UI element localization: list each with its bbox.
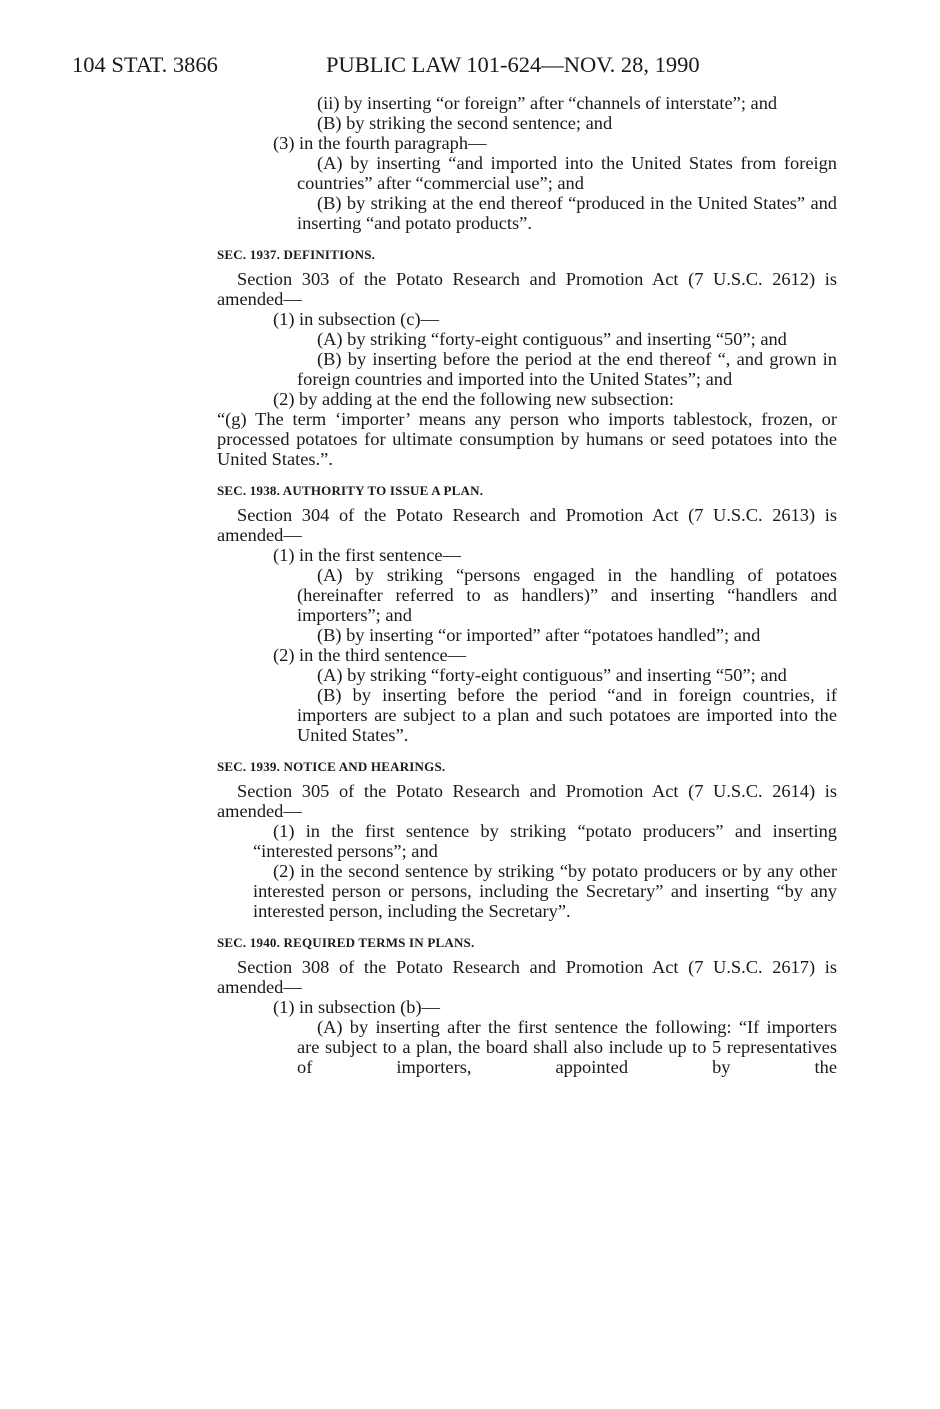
paragraph-1-first-sentence: (1) in the first sentence— [273, 545, 461, 565]
document-body [217, 93, 837, 1077]
clause-b-potato-products: (B) by striking at the end thereof “produced in the United States” and inserting “and potato products”. [297, 193, 837, 233]
subsection-g-importer: “(g) The term ‘importer’ means any person who imports tablestock, frozen, or processed potatoes for ultimate consumption by humans or seed potatoes into the United States.”. [217, 409, 837, 469]
paragraph-3-fourth: (3) in the fourth paragraph— [273, 133, 487, 153]
paragraph-2-new-subsection: (2) by adding at the end the following new subsection: [273, 389, 674, 409]
section-heading-1939: SEC. 1939. NOTICE AND HEARINGS. [217, 759, 446, 774]
clause-a-imported: (A) by inserting “and imported into the United States from foreign countries” after “commercial use”; and [297, 153, 837, 193]
clause-a-fifty-2: (A) by striking “forty-eight contiguous” and inserting “50”; and [317, 665, 787, 685]
section-1939-intro: Section 305 of the Potato Research and Promotion Act (7 U.S.C. 2614) is amended— [217, 781, 837, 821]
paragraph-2-third-sentence: (2) in the third sentence— [273, 645, 467, 665]
section-heading-1937: SEC. 1937. DEFINITIONS. [217, 247, 376, 262]
paragraph-1-subsection-b: (1) in subsection (b)— [273, 997, 441, 1017]
clause-a-handlers-importers: (A) by striking “persons engaged in the handling of potatoes (hereinafter referred to as handlers)” and inserting “handlers and importers”; and [297, 565, 837, 625]
clause-b-strike-second: (B) by striking the second sentence; and [317, 113, 613, 133]
paragraph-2-secretary: (2) in the second sentence by striking “by potato producers or by any other interested person or persons, including the Secretary” and inserting “by any interested person, including the Secretary”. [253, 861, 837, 921]
clause-b-foreign-grown: (B) by inserting before the period at the end thereof “, and grown in foreign countries and imported into the United States”; and [297, 349, 837, 389]
section-1938-intro: Section 304 of the Potato Research and Promotion Act (7 U.S.C. 2613) is amended— [217, 505, 837, 545]
clause-a-fifty: (A) by striking “forty-eight contiguous” and inserting “50”; and [317, 329, 787, 349]
section-heading-1940: SEC. 1940. REQUIRED TERMS IN PLANS. [217, 935, 475, 950]
clause-b-or-imported: (B) by inserting “or imported” after “potatoes handled”; and [317, 625, 761, 645]
clause-b-foreign-countries: (B) by inserting before the period “and in foreign countries, if importers are subject to a plan and such potatoes are imported into the United States”. [297, 685, 837, 745]
page-header [72, 52, 862, 84]
paragraph-1-interested-persons: (1) in the first sentence by striking “potato producers” and inserting “interested persons”; and [253, 821, 837, 861]
clause-ii-foreign: (ii) by inserting “or foreign” after “channels of interstate”; and [317, 93, 778, 113]
paragraph-1-subsection-c: (1) in subsection (c)— [273, 309, 439, 329]
section-1937-intro: Section 303 of the Potato Research and Promotion Act (7 U.S.C. 2612) is amended— [217, 269, 837, 309]
stat-citation: 104 STAT. 3866 [72, 52, 218, 77]
section-1940-intro: Section 308 of the Potato Research and Promotion Act (7 U.S.C. 2617) is amended— [217, 957, 837, 997]
clause-a-board-importers: (A) by inserting after the first sentence the following: “If importers are subject to a plan, the board shall also include up to 5 representatives of importers, appointed by the [297, 1017, 837, 1077]
section-heading-1938: SEC. 1938. AUTHORITY TO ISSUE A PLAN. [217, 483, 484, 498]
public-law-title: PUBLIC LAW 101-624—NOV. 28, 1990 [326, 52, 700, 77]
